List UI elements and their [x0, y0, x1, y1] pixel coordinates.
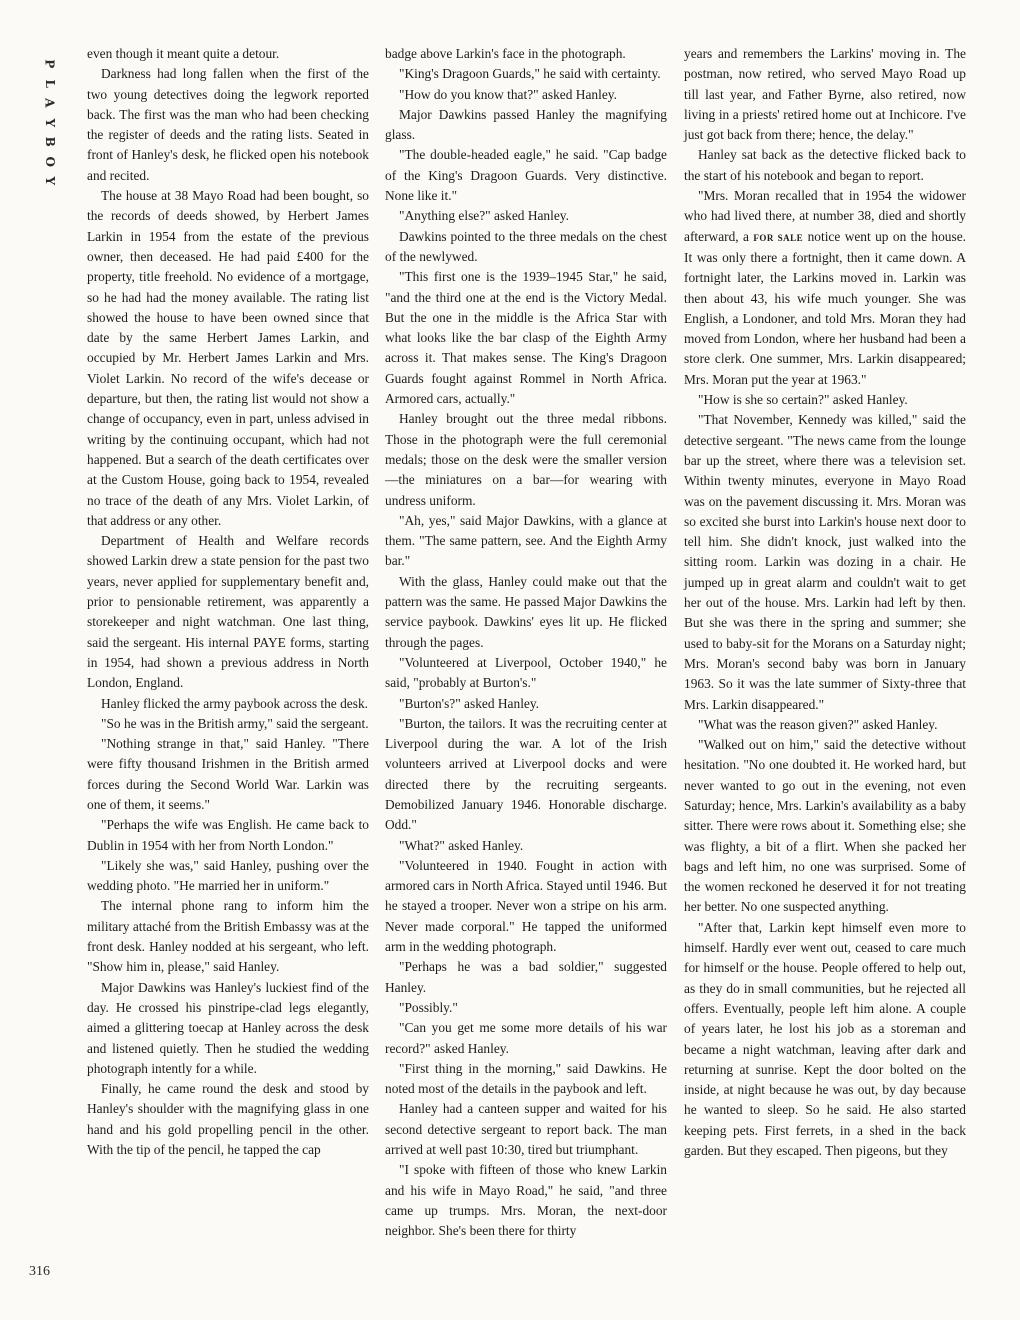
- masthead-letter: Y: [42, 117, 57, 127]
- paragraph: "The double-headed eagle," he said. "Cap badge of the King's Dragoon Guards. Very distinctive. None like it.": [385, 147, 667, 204]
- paragraph: "First thing in the morning," said Dawkins. He noted most of the details in the paybook and left.: [385, 1060, 667, 1097]
- masthead: [36, 54, 62, 191]
- paragraph: Department of Health and Welfare records showed Larkin drew a state pension for the past two years, never applied for supplementary benefit and, prior to pensionable retirement, was apparently a storekeeper and night watchman. One last thing, said the sergeant. His internal PAYE forms, starting in 1954, had shown a previous address in North London, England.: [87, 533, 369, 691]
- text-column-1: [87, 44, 369, 1160]
- masthead-letter: A: [42, 98, 57, 108]
- paragraph: "Burton's?" asked Hanley.: [399, 695, 540, 711]
- page-number: 316: [29, 1264, 50, 1279]
- paragraph: "What was the reason given?" asked Hanley.: [698, 716, 938, 732]
- paragraph: Hanley flicked the army paybook across the desk.: [101, 695, 368, 711]
- masthead-letter: P: [42, 59, 57, 69]
- masthead-letter: Y: [42, 176, 57, 186]
- for-sale-smallcaps: FOR SALE: [753, 232, 804, 243]
- paragraph: Dawkins pointed to the three medals on the chest of the newlywed.: [385, 228, 667, 264]
- paragraph: "Anything else?" asked Hanley.: [399, 208, 569, 224]
- paragraph: With the glass, Hanley could make out that the pattern was the same. He passed Major Dawkins the service paybook. Dawkins' eyes lit up. He flicked through the pages.: [385, 573, 667, 650]
- paragraph: Major Dawkins passed Hanley the magnifying glass.: [385, 106, 667, 143]
- paragraph: "Perhaps he was a bad soldier," suggested Hanley.: [385, 959, 667, 995]
- paragraph: Hanley sat back as the detective flicked back to the start of his notebook and began to report.: [684, 147, 966, 183]
- paragraph: Major Dawkins was Hanley's luckiest find of the day. He crossed his pinstripe-clad legs elegantly, aimed a glittering toecap at Hanley across the desk and listened quietly. Then he studied the wedding photograph intently for a while.: [87, 979, 369, 1076]
- paragraph: "Perhaps the wife was English. He came back to Dublin in 1954 with her from North London.": [87, 817, 369, 853]
- paragraph: "King's Dragoon Guards," he said with certainty.: [399, 66, 661, 82]
- paragraph: "This first one is the 1939–1945 Star," he said, "and the third one at the end is the Victory Medal. But the one in the middle is the Africa Star with what looks like the bar clasp of the Eighth Army across it. That makes sense. The King's Dragoon Guards fought against Rommel in North Africa. Armored cars, actually.": [385, 269, 667, 407]
- paragraph: "How do you know that?" asked Hanley.: [399, 86, 617, 102]
- paragraph: The house at 38 Mayo Road had been bought, so the records of deeds showed, by Herbert James Larkin in 1954 from the estate of the previous owner, then deceased. He had paid £400 for the property, title freehold. No evidence of a mortgage, so he had had the money available. The rating list showed the house to have been owned since that date by the same Herbert James Larkin, and occupied by Mr. Herbert James Larkin and Mrs. Violet Larkin. No record of the wife's decease or departure, but then, the rating list would not show a change of occupancy, even in part, unless advised in writing by the continuing occupant, which had not happened. But a search of the death certificates over at the Custom House, going back to 1954, revealed no trace of the death of any Mrs. Violet Larkin, of that address or any other.: [87, 188, 369, 528]
- paragraph: "Ah, yes," said Major Dawkins, with a glance at them. "The same pattern, see. And the Eighth Army bar.": [385, 512, 667, 569]
- paragraph: Finally, he came round the desk and stood by Hanley's shoulder with the magnifying glass in one hand and his gold propelling pencil in the other. With the tip of the pencil, he tapped the cap: [87, 1081, 369, 1158]
- paragraph: badge above Larkin's face in the photograph.: [385, 46, 626, 61]
- paragraph: Hanley brought out the three medal ribbons. Those in the photograph were the full ceremonial medals; those on the desk were the smaller version—the miniatures on a bar—for wearing with undress uniform.: [385, 411, 667, 508]
- paragraph: "That November, Kennedy was killed," said the detective sergeant. "The news came from the lounge bar up the street, where there was a television set. Within twenty minutes, everyone in Mayo Road was on the pavement discussing it. Mrs. Moran was so excited she burst into Larkin's house next door to tell him. She didn't knock, just walked into the sitting room. Larkin was dozing in a chair. He jumped up in great alarm and couldn't wait to get her out of the house. Mrs. Larkin had left by then. But she was there in the spring and summer; she used to baby-sit for the Morans on a Saturday night; Mrs. Moran's second baby was born in January 1963. So it was the late summer of Sixty-three that Mrs. Larkin disappeared.": [684, 412, 966, 712]
- paragraph: "Nothing strange in that," said Hanley. "There were fifty thousand Irishmen in the British armed forces during the Second World War. Larkin was one of them, it seems.": [87, 736, 369, 812]
- paragraph: "After that, Larkin kept himself even more to himself. Hardly ever went out, ceased to care much for himself or the house. People offered to help out, as they do in small communities, but he rejected all offers. Eventually, people left him alone. A couple of years later, he lost his job as a storeman and became a night watchman, leaving after dark and returning at sunrise. Kept the door bolted on the inside, at night because he was out, by day because he wanted to sleep. So he said. He also started keeping pets. First ferrets, in a shed in the back garden. But they escaped. Then pigeons, but they: [684, 919, 966, 1159]
- paragraph: Hanley had a canteen supper and waited for his second detective sergeant to report back. The man arrived at well past 10:30, tired but triumphant.: [385, 1101, 667, 1158]
- paragraph: "Mrs. Moran recalled that in 1954 the widower who had lived there, at number 38, died and shortly afterward, a FOR SALE notice went up on the house. It was only there a fortnight, then it came down. A fortnight later, the Larkins moved in. Larkin was then about 43, his wife much younger. She was English, a Londoner, and told Mrs. Moran they had moved from London, where her husband had been a store clerk. One summer, Mrs. Larkin disappeared; Mrs. Moran put the year at 1963.": [684, 188, 967, 387]
- text-column-3: [684, 44, 966, 1161]
- paragraph: "Burton, the tailors. It was the recruiting center at Liverpool during the war. A lot of the Irish volunteers arrived at Liverpool docks and were directed there by the recruiting sergeants. Demobilized January 1946. Honorable discharge. Odd.": [385, 715, 667, 833]
- masthead-letter: O: [42, 156, 57, 167]
- paragraph: "Can you get me some more details of his war record?" asked Hanley.: [385, 1020, 667, 1056]
- paragraph: "Walked out on him," said the detective without hesitation. "No one doubted it. He worked hard, but never wanted to go out in the evening, not even Saturday; hence, Mrs. Larkin's availability as a baby sitter. There were rows about it. Something else; she was flighty, a bit of a flirt. When she packed her bags and left him, no one was surprised. Some of the women reckoned he deserved it for not treating her better. No one suspected anything.: [684, 737, 966, 915]
- paragraph: "What?" asked Hanley.: [399, 837, 524, 853]
- paragraph: Darkness had long fallen when the first of the two young detectives doing the legwork reported back. The first was the man who had been checking the register of deeds and the rating lists. Seated in front of Hanley's desk, he flicked open his notebook and recited.: [87, 66, 369, 183]
- paragraph: "Volunteered in 1940. Fought in action with armored cars in North Africa. Stayed until 1946. But he stayed a trooper. Never won a stripe on his arm. Never made corporal." He tapped the uniformed arm in the wedding photograph.: [385, 857, 667, 955]
- paragraph: "Likely she was," said Hanley, pushing over the wedding photo. "He married her in uniform.": [87, 857, 369, 894]
- paragraph: The internal phone rang to inform him the military attaché from the British Embassy was at the front desk. Hanley nodded at his sergeant, who left. "Show him in, please," said Hanley.: [87, 898, 369, 975]
- paragraph: "How is she so certain?" asked Hanley.: [698, 392, 908, 408]
- paragraph: even though it meant quite a detour.: [87, 46, 280, 61]
- paragraph: "So he was in the British army," said the sergeant.: [101, 715, 369, 731]
- masthead-letter: L: [42, 79, 57, 88]
- paragraph: "Volunteered at Liverpool, October 1940," he said, "probably at Burton's.": [385, 654, 667, 691]
- text-column-2: [385, 44, 667, 1242]
- masthead-letter: B: [42, 136, 57, 147]
- paragraph: years and remembers the Larkins' moving in. The postman, now retired, who served Mayo Road up till last year, and Father Byrne, also retired, now living in a priests' retired home out at Inchicore. I've just got back from there; hence, the delay.": [684, 46, 966, 143]
- paragraph: "I spoke with fifteen of those who knew Larkin and his wife in Mayo Road," he said, "and three came up trumps. Mrs. Moran, the next-door neighbor. She's been there for thirty: [385, 1162, 667, 1239]
- paragraph: "Possibly.": [399, 999, 458, 1015]
